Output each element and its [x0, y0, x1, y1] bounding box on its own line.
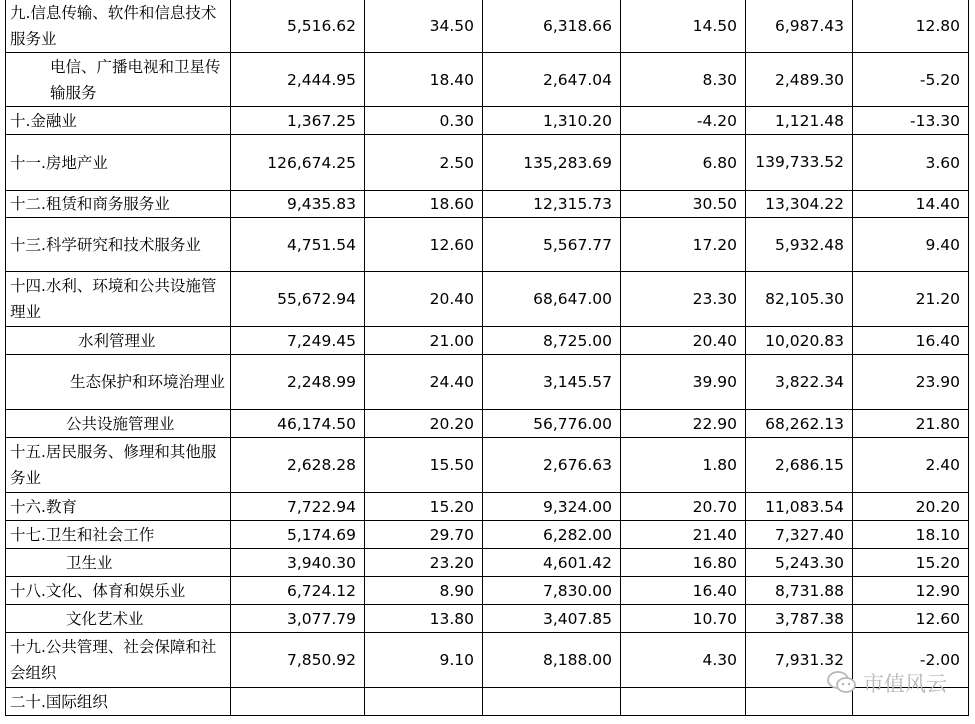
cell-value: 23.30: [621, 272, 746, 327]
cell-value: 5,516.62: [231, 0, 365, 53]
row-name: 文化艺术业: [6, 605, 231, 633]
cell-value: 2,248.99: [231, 355, 365, 410]
cell-value: 68,262.13: [746, 410, 853, 438]
cell-value: 8,731.88: [746, 577, 853, 605]
cell-value: 68,647.00: [483, 272, 621, 327]
cell-value: 3,145.57: [483, 355, 621, 410]
table-row: [6, 53, 969, 107]
table-row: [6, 549, 969, 577]
cell-value: 21.00: [365, 327, 483, 355]
table-row: [6, 605, 969, 633]
cell-value: 12.60: [365, 218, 483, 272]
cell-value: 22.90: [621, 410, 746, 438]
cell-value: 6.80: [621, 135, 746, 191]
cell-value: 20.70: [621, 493, 746, 521]
cell-value: 12,315.73: [483, 191, 621, 218]
cell-value: 2,647.04: [483, 53, 621, 107]
cell-value: 21.20: [853, 272, 969, 327]
cell-value: -4.20: [621, 107, 746, 135]
cell-value: 6,987.43: [746, 0, 853, 53]
cell-value: 23.90: [853, 355, 969, 410]
table-row: [6, 355, 969, 410]
cell-value: 17.20: [621, 218, 746, 272]
cell-value: 16.80: [621, 549, 746, 577]
cell-value: 82,105.30: [746, 272, 853, 327]
cell-value: 10,020.83: [746, 327, 853, 355]
cell-value: 135,283.69: [483, 135, 621, 191]
table-row: [6, 577, 969, 605]
cell-value: 5,932.48: [746, 218, 853, 272]
row-name: 九.信息传输、软件和信息技术服务业: [6, 0, 231, 53]
cell-value: 3,787.38: [746, 605, 853, 633]
cell-value: 1,310.20: [483, 107, 621, 135]
cell-value: 2,489.30: [746, 53, 853, 107]
cell-value: 7,327.40: [746, 521, 853, 549]
cell-value: 18.40: [365, 53, 483, 107]
table-row: [6, 493, 969, 521]
table-row: [6, 218, 969, 272]
table-row: [6, 135, 969, 191]
cell-value: 0.30: [365, 107, 483, 135]
row-name: 十八.文化、体育和娱乐业: [6, 577, 231, 605]
cell-value: 7,931.32: [746, 633, 853, 688]
cell-value: -13.30: [853, 107, 969, 135]
row-name: 十一.房地产业: [6, 135, 231, 191]
cell-value: 9,435.83: [231, 191, 365, 218]
cell-value: 15.20: [365, 493, 483, 521]
cell-value: [621, 688, 746, 716]
table-row: [6, 521, 969, 549]
cell-value: 55,672.94: [231, 272, 365, 327]
cell-value: 20.40: [621, 327, 746, 355]
cell-value: 10.70: [621, 605, 746, 633]
cell-value: 21.80: [853, 410, 969, 438]
cell-value: 2,628.28: [231, 438, 365, 493]
row-name: 十二.租赁和商务服务业: [6, 191, 231, 218]
cell-value: 3,822.34: [746, 355, 853, 410]
table-row: [6, 633, 969, 688]
cell-value: 5,567.77: [483, 218, 621, 272]
cell-value: 8.30: [621, 53, 746, 107]
cell-value: 2.40: [853, 438, 969, 493]
cell-value: 8,725.00: [483, 327, 621, 355]
cell-value: -5.20: [853, 53, 969, 107]
cell-value: 20.40: [365, 272, 483, 327]
cell-value: 139,733.52: [746, 135, 853, 191]
wechat-icon: [827, 670, 857, 696]
cell-value: 18.60: [365, 191, 483, 218]
cell-value: 7,249.45: [231, 327, 365, 355]
cell-value: 7,722.94: [231, 493, 365, 521]
row-name: 十.金融业: [6, 107, 231, 135]
table-row: [6, 107, 969, 135]
row-name: 公共设施管理业: [6, 410, 231, 438]
table-row: [6, 272, 969, 327]
cell-value: 29.70: [365, 521, 483, 549]
cell-value: 1,367.25: [231, 107, 365, 135]
cell-value: 8.90: [365, 577, 483, 605]
cell-value: 6,318.66: [483, 0, 621, 53]
cell-value: 1,121.48: [746, 107, 853, 135]
cell-value: 9,324.00: [483, 493, 621, 521]
cell-value: 3,077.79: [231, 605, 365, 633]
cell-value: 18.10: [853, 521, 969, 549]
cell-value: 30.50: [621, 191, 746, 218]
cell-value: 56,776.00: [483, 410, 621, 438]
cell-value: 34.50: [365, 0, 483, 53]
cell-value: 16.40: [621, 577, 746, 605]
cell-value: 2,676.63: [483, 438, 621, 493]
cell-value: 2.50: [365, 135, 483, 191]
cell-value: 3.60: [853, 135, 969, 191]
row-name: 十四.水利、环境和公共设施管理业: [6, 272, 231, 327]
cell-value: [231, 688, 365, 716]
cell-value: 13.80: [365, 605, 483, 633]
table-row: [6, 688, 969, 716]
cell-value: 3,407.85: [483, 605, 621, 633]
cell-value: 11,083.54: [746, 493, 853, 521]
row-name: 生态保护和环境治理业: [6, 355, 231, 410]
row-name: 十五.居民服务、修理和其他服务业: [6, 438, 231, 493]
watermark-text: 市值风云: [863, 672, 947, 696]
cell-value: 14.50: [621, 0, 746, 53]
row-name: 十七.卫生和社会工作: [6, 521, 231, 549]
cell-value: 15.20: [853, 549, 969, 577]
cell-value: 20.20: [853, 493, 969, 521]
row-name: 二十.国际组织: [6, 688, 231, 716]
cell-value: 4.30: [621, 633, 746, 688]
cell-value: 5,243.30: [746, 549, 853, 577]
cell-value: 13,304.22: [746, 191, 853, 218]
cell-value: [365, 688, 483, 716]
row-name: 十三.科学研究和技术服务业: [6, 218, 231, 272]
cell-value: 8,188.00: [483, 633, 621, 688]
cell-value: 1.80: [621, 438, 746, 493]
row-name: 十九.公共管理、社会保障和社会组织: [6, 633, 231, 688]
row-name: 水利管理业: [6, 327, 231, 355]
cell-value: [483, 688, 621, 716]
data-table: [5, 0, 969, 716]
table-row: [6, 0, 969, 53]
table-row: [6, 327, 969, 355]
cell-value: 2,686.15: [746, 438, 853, 493]
cell-value: 5,174.69: [231, 521, 365, 549]
cell-value: 20.20: [365, 410, 483, 438]
cell-value: 46,174.50: [231, 410, 365, 438]
cell-value: 4,601.42: [483, 549, 621, 577]
cell-value: 16.40: [853, 327, 969, 355]
cell-value: 21.40: [621, 521, 746, 549]
cell-value: 39.90: [621, 355, 746, 410]
cell-value: 2,444.95: [231, 53, 365, 107]
row-name: 卫生业: [6, 549, 231, 577]
cell-value: 24.40: [365, 355, 483, 410]
cell-value: 126,674.25: [231, 135, 365, 191]
cell-value: 14.40: [853, 191, 969, 218]
cell-value: 9.10: [365, 633, 483, 688]
cell-value: 15.50: [365, 438, 483, 493]
cell-value: 12.80: [853, 0, 969, 53]
cell-value: -2.00: [853, 633, 969, 688]
cell-value: 23.20: [365, 549, 483, 577]
table-row: [6, 410, 969, 438]
cell-value: 4,751.54: [231, 218, 365, 272]
watermark: [827, 668, 947, 698]
cell-value: 7,850.92: [231, 633, 365, 688]
cell-value: 3,940.30: [231, 549, 365, 577]
table-row: [6, 438, 969, 493]
cell-value: 7,830.00: [483, 577, 621, 605]
cell-value: 6,724.12: [231, 577, 365, 605]
table-row: [6, 191, 969, 218]
cell-value: 12.60: [853, 605, 969, 633]
cell-value: 9.40: [853, 218, 969, 272]
row-name: 十六.教育: [6, 493, 231, 521]
cell-value: 6,282.00: [483, 521, 621, 549]
row-name: 电信、广播电视和卫星传输服务: [6, 53, 231, 107]
cell-value: 12.90: [853, 577, 969, 605]
